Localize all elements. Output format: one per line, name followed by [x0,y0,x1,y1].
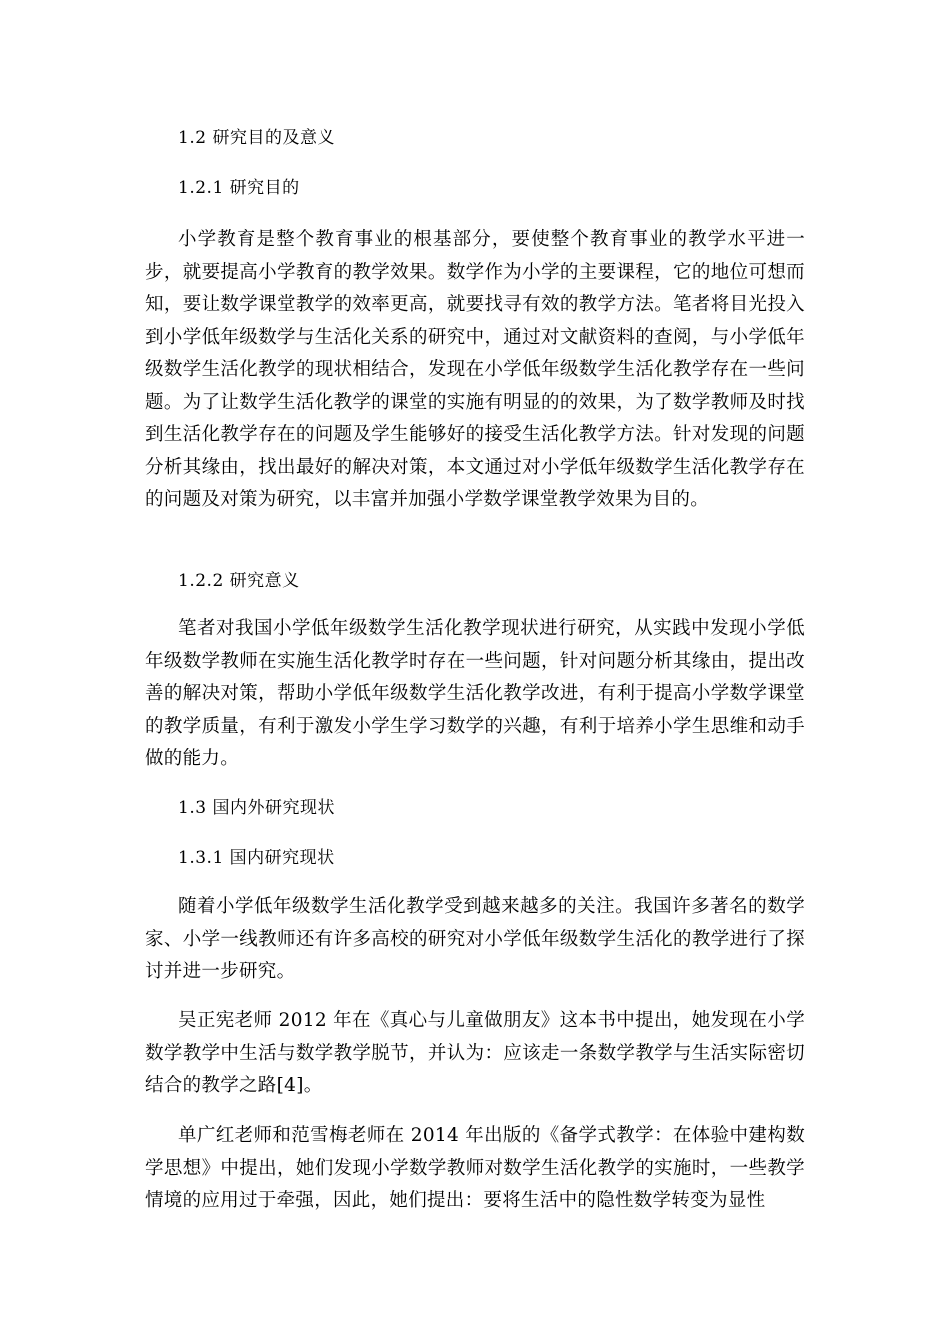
heading-1-3: 1.3 国内外研究现状 [178,798,335,818]
paragraph-research-significance: 笔者对我国小学低年级数学生活化教学现状进行研究，从实践中发现小学低年级数学教师在实施生活化教学时存在一些问题，针对问题分析其缘由，提出改善的解决对策，帮助小学低年级数学生活化教学改进，有利于提高小学数学课堂的教学质量，有利于激发小学生学习数学的兴趣，有利于培养小学生思维和动手做的能力。 [145,618,805,769]
paragraph-research-purpose: 小学教育是整个教育事业的根基部分，要使整个教育事业的教学水平进一步，就要提高小学教育的教学效果。数学作为小学的主要课程，它的地位可想而知，要让数学课堂教学的效率更高，就要找寻有效的教学方法。笔者将目光投入到小学低年级数学与生活化关系的研究中，通过对文献资料的查阅，与小学低年级数学生活化教学的现状相结合，发现在小学低年级数学生活化教学存在一些问题。为了让数学生活化教学的课堂的实施有明显的的效果，为了数学教师及时找到生活化教学存在的问题及学生能够好的接受生活化教学方法。针对发现的问题分析其缘由，找出最好的解决对策，本文通过对小学低年级数学生活化教学存在的问题及对策为研究，以丰富并加强小学数学课堂教学效果为目的。 [145,229,805,510]
paragraph-shan-guanghong: 单广红老师和范雪梅老师在 2014 年出版的《备学式教学：在体验中建构数学思想》中提出，她们发现小学数学教师对数学生活化教学的实施时，一些教学情境的应用过于牵强，因此，她们提出：要将生活中的隐性数学转变为显性 [145,1125,805,1211]
heading-1-2-1: 1.2.1 研究目的 [178,178,300,198]
heading-1-2-2: 1.2.2 研究意义 [178,571,300,591]
heading-1-2: 1.2 研究目的及意义 [178,128,335,148]
heading-1-3-1: 1.3.1 国内研究现状 [178,848,335,868]
paragraph-wu-zhengxian: 吴正宪老师 2012 年在《真心与儿童做朋友》这本书中提出，她发现在小学数学教学中生活与数学教学脱节，并认为：应该走一条数学教学与生活实际密切结合的教学之路[4]。 [145,1010,805,1096]
paragraph-domestic-intro: 随着小学低年级数学生活化教学受到越来越多的关注。我国许多著名的数学家、小学一线教师还有许多高校的研究对小学低年级数学生活化的教学进行了探讨并进一步研究。 [145,896,805,982]
